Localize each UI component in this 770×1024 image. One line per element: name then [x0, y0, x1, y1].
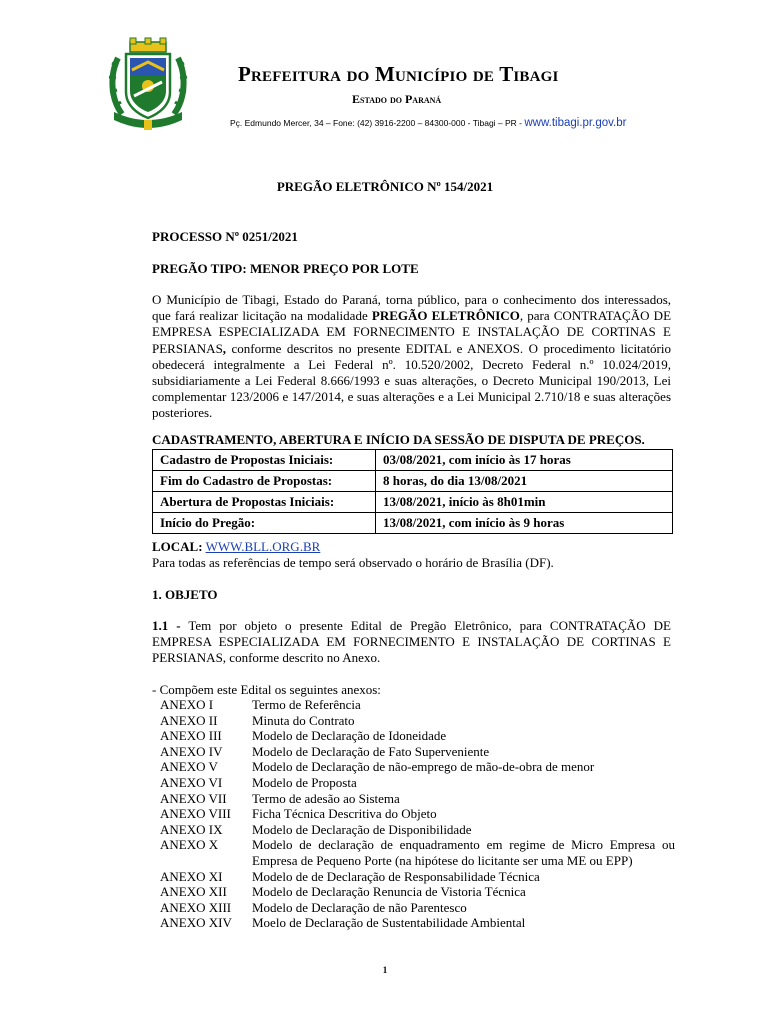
schedule-value: 13/08/2021, início às 8h01min	[376, 492, 673, 513]
municipality-title: Prefeitura do Município de Tibagi	[238, 62, 559, 86]
annex-desc: Modelo de Declaração de não Parentesco	[252, 899, 467, 915]
annex-code: ANEXO X	[160, 837, 219, 853]
annex-code: ANEXO XIII	[160, 899, 232, 915]
state-subtitle: Estado do Paraná	[352, 92, 442, 106]
annex-desc: Termo de Referência	[252, 697, 361, 712]
process-number: PROCESSO Nº 0251/2021	[152, 229, 298, 244]
address-text: Pç. Edmundo Mercer, 34 – Fone: (42) 3916-2200 – 84300-000 - Tibagi – PR -	[230, 118, 525, 128]
list-item	[160, 775, 675, 791]
schedule-heading: CADASTRAMENTO, ABERTURA E INÍCIO DA SESSÃO DE DISPUTA DE PREÇOS.	[152, 432, 645, 447]
annex-desc: Modelo de Declaração de Fato Superveniente	[252, 743, 490, 759]
list-item	[160, 806, 675, 822]
intro-modality: PREGÃO ELETRÔNICO	[371, 308, 520, 324]
annex-intro: - Compõem este Edital os seguintes anexos:	[152, 682, 381, 697]
list-item	[160, 900, 675, 916]
intro-text-1: O Município de Tibagi, Estado do Paraná, torna público, para o conhecimento dos interessados, que fará realizar licitação na modalidade	[152, 292, 671, 324]
time-note: Para todas as referências de tempo será observado o horário de Brasília (DF).	[152, 555, 554, 570]
schedule-value: 8 horas, do dia 13/08/2021	[376, 471, 673, 492]
item-1-1-paragraph	[152, 618, 671, 667]
list-item	[160, 744, 675, 760]
list-item	[160, 869, 675, 885]
schedule-label: Início do Pregão:	[153, 513, 376, 534]
annex-desc: Modelo de Declaração de Disponibilidade	[252, 821, 472, 837]
schedule-label: Abertura de Propostas Iniciais:	[153, 492, 376, 513]
list-item	[160, 837, 675, 868]
annex-desc: Modelo de declaração de enquadramento em regime de Micro Empresa ou Empresa de Pequeno Porte (na hipótese do licitante ser uma ME ou EPP)	[252, 837, 675, 868]
annex-desc: Modelo de de Declaração de Responsabilidade Técnica	[252, 868, 540, 884]
schedule-table	[152, 449, 673, 534]
list-item	[160, 791, 675, 807]
list-item	[160, 822, 675, 838]
annex-code: ANEXO VIII	[160, 806, 231, 822]
schedule-label: Fim do Cadastro de Propostas:	[153, 471, 376, 492]
annex-list	[160, 697, 675, 931]
item-text: Tem por objeto o presente Edital de Pregão Eletrônico, para CONTRATAÇÃO DE EMPRESA ESPECIALIZADA EM FORNECIMENTO E INSTALAÇÃO DE CORTINAS E PERSIANAS, conforme descrito no Anexo.	[152, 618, 671, 666]
intro-paragraph	[152, 292, 671, 422]
annex-code: ANEXO II	[160, 712, 218, 728]
annex-desc: Modelo de Declaração de Idoneidade	[252, 728, 447, 744]
website-link[interactable]: www.tibagi.pr.gov.br	[524, 117, 627, 129]
local-link[interactable]: WWW.BLL.ORG.BR	[205, 539, 321, 554]
annex-code: ANEXO XI	[160, 868, 223, 884]
annex-desc: Modelo de Declaração de não-emprego de mão-de-obra de menor	[252, 759, 595, 775]
address-line	[230, 117, 626, 129]
list-item	[160, 697, 675, 713]
table-row	[153, 450, 673, 471]
annex-code: ANEXO IX	[160, 821, 223, 837]
annex-code: ANEXO IV	[160, 743, 223, 759]
list-item	[160, 884, 675, 900]
document-title: PREGÃO ELETRÔNICO Nº 154/2021	[276, 179, 494, 194]
annex-desc: Moelo de Declaração de Sustentabilidade Ambiental	[252, 915, 526, 931]
annex-code: ANEXO III	[160, 728, 222, 744]
page-number: 1	[382, 965, 388, 975]
annex-code: ANEXO XII	[160, 884, 227, 900]
annex-desc: Minuta do Contrato	[252, 712, 355, 728]
auction-type: PREGÃO TIPO: MENOR PREÇO POR LOTE	[152, 261, 419, 276]
list-item	[160, 915, 675, 931]
municipal-seal-logo	[108, 36, 188, 132]
item-number: 1.1 -	[152, 618, 181, 633]
local-line	[152, 539, 320, 555]
annex-code: ANEXO VII	[160, 790, 227, 806]
annex-desc: Ficha Técnica Descritiva do Objeto	[252, 806, 437, 822]
annex-code: ANEXO VI	[160, 774, 223, 790]
annex-code: ANEXO I	[160, 697, 214, 712]
table-row	[153, 513, 673, 534]
annex-code: ANEXO XIV	[160, 915, 232, 931]
schedule-value: 03/08/2021, com início às 17 horas	[376, 450, 673, 471]
intro-text-3: conforme descritos no presente EDITAL e ANEXOS. O procedimento licitatório obedecerá integralmente a Lei Federal nº. 10.520/2002, Decreto Federal n.º 10.024/2019, subsidiariamente a Lei Federal 8.666/1993 e suas alterações, o Decreto Municipal 190/2013, Lei complementar 123/2006 e 147/2014, e suas alterações e a Lei Municipal 2.710/18 e suas alterações posteriores.	[152, 340, 671, 421]
table-row	[153, 492, 673, 513]
schedule-label: Cadastro de Propostas Iniciais:	[153, 450, 376, 471]
intro-comma: ,	[222, 340, 227, 356]
local-label: LOCAL:	[152, 539, 203, 554]
schedule-value: 13/08/2021, com início às 9 horas	[376, 513, 673, 534]
list-item	[160, 759, 675, 775]
annex-desc: Termo de adesão ao Sistema	[252, 790, 400, 806]
section-heading-objeto: 1. OBJETO	[152, 587, 218, 602]
list-item	[160, 713, 675, 729]
annex-desc: Modelo de Declaração Renuncia de Vistoria Técnica	[252, 884, 526, 900]
annex-desc: Modelo de Proposta	[252, 774, 357, 790]
annex-code: ANEXO V	[160, 759, 218, 775]
table-row	[153, 471, 673, 492]
list-item	[160, 728, 675, 744]
intro-text-2: , para CONTRATAÇÃO DE EMPRESA ESPECIALIZADA EM FORNECIMENTO E INSTALAÇÃO DE CORTINAS E PERSIANAS	[152, 308, 672, 356]
